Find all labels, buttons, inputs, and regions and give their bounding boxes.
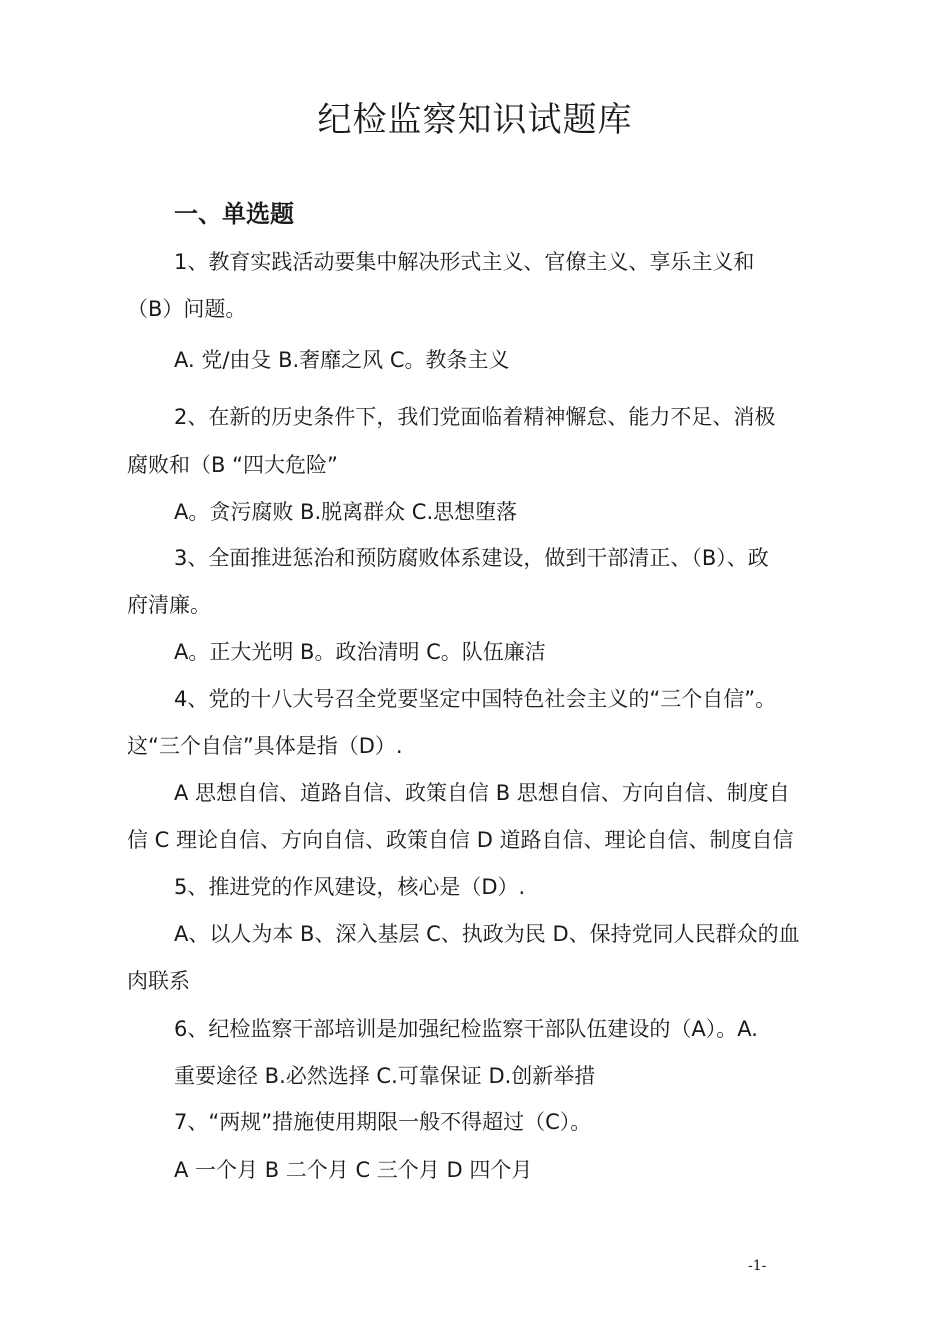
question-7-line-1: 7、“两规”措施使用期限一般不得超过（C）。	[174, 1110, 592, 1134]
question-3-line-2: 府清廉。	[127, 593, 211, 617]
page-number: -1-	[748, 1258, 767, 1274]
question-1-line-1: 1、教育实践活动要集中解决形式主义、官僚主义、享乐主义和	[174, 250, 755, 274]
document-title: 纪检监察知识试题库	[317, 100, 633, 140]
question-4-line-2: 这“三个自信”具体是指（D）.	[127, 734, 403, 758]
question-3-options: A。正大光明 B。政治清明 C。队伍廉洁	[174, 640, 546, 664]
question-3-line-1: 3、全面推进惩治和预防腐败体系建设，做到干部清正、（B）、政	[174, 546, 769, 570]
question-4-options-line-2: 信 C 理论自信、方向自信、政策自信 D 道路自信、理论自信、制度自信	[127, 828, 794, 852]
question-2-line-1: 2、在新的历史条件下，我们党面临着精神懈怠、能力不足、消极	[174, 405, 776, 429]
question-1-line-2: （B）问题。	[127, 297, 247, 321]
question-5-line-1: 5、推进党的作风建设，核心是（D）.	[174, 875, 526, 899]
question-1-options: A. 党/由殳 B.奢靡之风 C。教条主义	[174, 348, 510, 372]
question-2-line-2: 腐败和（B “四大危险”	[127, 453, 338, 477]
question-2-options: A。贪污腐败 B.脱离群众 C.思想堕落	[174, 500, 518, 524]
question-6-line-1: 6、纪检监察干部培训是加强纪检监察干部队伍建设的（A）。A.	[174, 1017, 758, 1041]
section-heading: 一、单选题	[174, 200, 294, 228]
question-6-line-2: 重要途径 B.必然选择 C.可靠保证 D.创新举措	[174, 1064, 596, 1088]
question-4-line-1: 4、党的十八大号召全党要坚定中国特色社会主义的“三个自信”。	[174, 687, 777, 711]
question-4-options-line-1: A 思想自信、道路自信、政策自信 B 思想自信、方向自信、制度自	[174, 781, 790, 805]
question-7-options: A 一个月 B 二个月 C 三个月 D 四个月	[174, 1158, 533, 1182]
question-5-options-line-1: A、以人为本 B、深入基层 C、执政为民 D、保持党同人民群众的血	[174, 922, 800, 946]
question-5-options-line-2: 肉联系	[127, 969, 190, 993]
